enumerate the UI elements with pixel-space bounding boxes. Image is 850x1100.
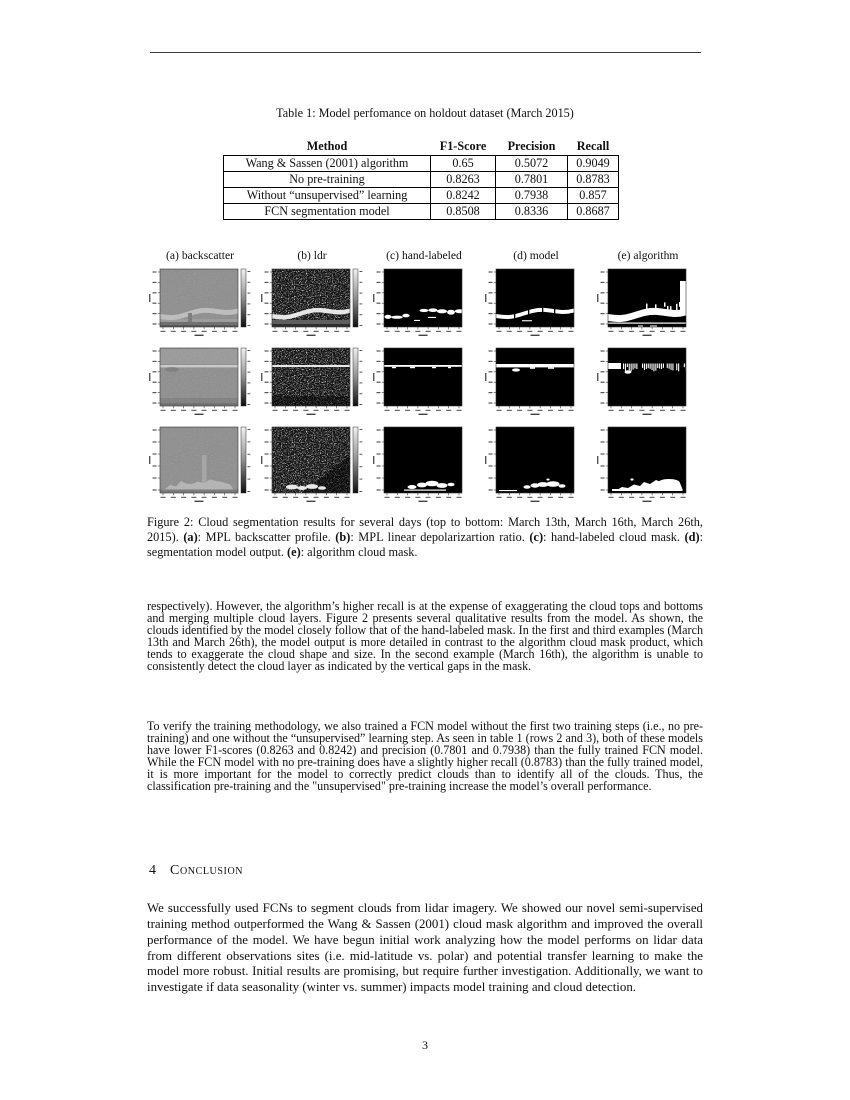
performance-table <box>223 138 619 220</box>
table-cell: 0.857 <box>568 188 619 204</box>
figure-caption-d: (d) <box>684 529 700 544</box>
figure-column-label-algorithm: (e) algorithm <box>617 249 679 262</box>
figure-panel-row3-ldr <box>259 426 365 507</box>
table-cell: 0.8508 <box>431 204 496 220</box>
table-cell: 0.7801 <box>496 172 568 188</box>
figure-caption-c: (c) <box>529 529 544 544</box>
table-header-recall: Recall <box>576 139 610 153</box>
figure-column-label-backscatter: (a) backscatter <box>166 249 234 262</box>
figure-2 <box>147 242 703 507</box>
table-header-method: Method <box>306 139 348 153</box>
figure-panel-row2-ldr <box>259 347 365 420</box>
figure-column-label-ldr: (b) ldr <box>297 249 327 262</box>
figure-panel-row2-model-mask <box>483 347 589 420</box>
figure-caption-b: (b) <box>335 529 351 544</box>
figure-column-label-hand-labeled: (c) hand-labeled <box>386 249 462 262</box>
figure-panel-row1-backscatter <box>147 268 253 341</box>
table-cell: 0.8783 <box>568 172 619 188</box>
figure-panel-row3-hand-labeled-mask <box>371 426 477 507</box>
table-cell: 0.8242 <box>431 188 496 204</box>
table-cell: Wang & Sassen (2001) algorithm <box>224 156 431 172</box>
table-header-f1: F1-Score <box>439 139 487 153</box>
body-paragraph-2: To verify the training methodology, we also trained a FCN model without the first two training steps (i.e., no pre-training) and one without the “unsupervised” learning step. As seen in table 1 (rows 2 and 3), both of these models have lower F1-scores (0.8263 and 0.8242) and precision (0.7801 and 0.7938) than the fully trained FCN model. While the FCN model with no pre-training does have a slightly higher recall (0.8783) than the fully trained model, it is more important for the model to correctly predict clouds than to identify all of the clouds. Thus, the classification pre-training and the "unsupervised" pre-training increase the model’s overall performance. <box>147 719 703 793</box>
table-row <box>224 172 619 188</box>
section-heading-conclusion <box>149 863 243 879</box>
figure-caption-lead: Figure 2: Cloud segmentation results for several days (top to bottom: March 13th, March 16th, March 26th, 2015). <box>147 515 703 544</box>
table-row <box>224 188 619 204</box>
table-cell: 0.5072 <box>496 156 568 172</box>
figure-caption-e-text: : algorithm cloud mask. <box>300 544 418 559</box>
section-number: 4 <box>149 863 156 878</box>
figure-column-label-model: (d) model <box>513 249 559 262</box>
table-cell: 0.65 <box>431 156 496 172</box>
figure-panel-row2-hand-labeled-mask <box>371 347 477 420</box>
figure-caption-b-text: : MPL linear depolarizartion ratio. <box>350 529 530 544</box>
table-cell: FCN segmentation model <box>224 204 431 220</box>
table-row <box>224 156 619 172</box>
figure-panel-row3-model-mask <box>483 426 589 507</box>
figure-caption <box>147 515 703 560</box>
figure-caption-e: (e) <box>287 544 301 559</box>
table-header-row <box>224 138 619 156</box>
table-header-precision: Precision <box>507 139 556 153</box>
table-cell: Without “unsupervised” learning <box>224 188 431 204</box>
conclusion-paragraph: We successfully used FCNs to segment clouds from lidar imagery. We showed our novel semi-supervised training method outperformed the Wang & Sassen (2001) cloud mask algorithm and improved the overall performance of the model. We have begun initial work analyzing how the model performs on lidar data from different observations sites (i.e. mid-latitude vs. polar) and potential transfer learning to make the model more robust. Initial results are promising, but require further investigation. Additionally, we want to investigate if data seasonality (winter vs. summer) impacts model training and cloud detection. <box>147 901 703 995</box>
figure-caption-c-text: : hand-labeled cloud mask. <box>543 529 685 544</box>
table-cell: 0.9049 <box>568 156 619 172</box>
table-cell: No pre-training <box>224 172 431 188</box>
figure-panel-row1-model-mask <box>483 268 589 341</box>
table-cell: 0.7938 <box>496 188 568 204</box>
figure-caption-a: (a) <box>183 529 198 544</box>
page-number: 3 <box>422 1038 428 1052</box>
table-cell: 0.8263 <box>431 172 496 188</box>
section-title: Conclusion <box>170 863 244 878</box>
table-cell: 0.8687 <box>568 204 619 220</box>
figure-panel-row1-hand-labeled-mask <box>371 268 477 341</box>
figure-caption-a-text: : MPL backscatter profile. <box>197 529 336 544</box>
table-row <box>224 204 619 220</box>
figure-panel-row3-algorithm-mask <box>595 426 701 507</box>
table-cell: 0.8336 <box>496 204 568 220</box>
header-rule <box>150 52 701 53</box>
figure-panel-row1-ldr <box>259 268 365 341</box>
figure-panel-row1-algorithm-mask <box>595 268 701 341</box>
figure-panel-row2-algorithm-mask <box>595 347 701 420</box>
figure-panel-row2-backscatter <box>147 347 253 420</box>
body-paragraph-1: respectively). However, the algorithm’s higher recall is at the expense of exaggerating the cloud tops and bottoms and merging multiple cloud layers. Figure 2 presents several qualitative results from the model. As shown, the clouds identified by the model closely follow that of the hand-labeled mask. In the first and third examples (March 13th and March 26th), the model output is more detailed in contrast to the algorithm cloud mask product, which tends to exaggerate the cloud shape and size. In the second example (March 16th), the algorithm is unable to consistently detect the cloud layer as indicated by the vertical gaps in the mask. <box>147 599 703 673</box>
table-caption: Table 1: Model perfomance on holdout dataset (March 2015) <box>276 106 574 120</box>
figure-caption-d-text: : segmentation model output. <box>147 529 703 559</box>
figure-panel-row3-backscatter <box>147 426 253 507</box>
